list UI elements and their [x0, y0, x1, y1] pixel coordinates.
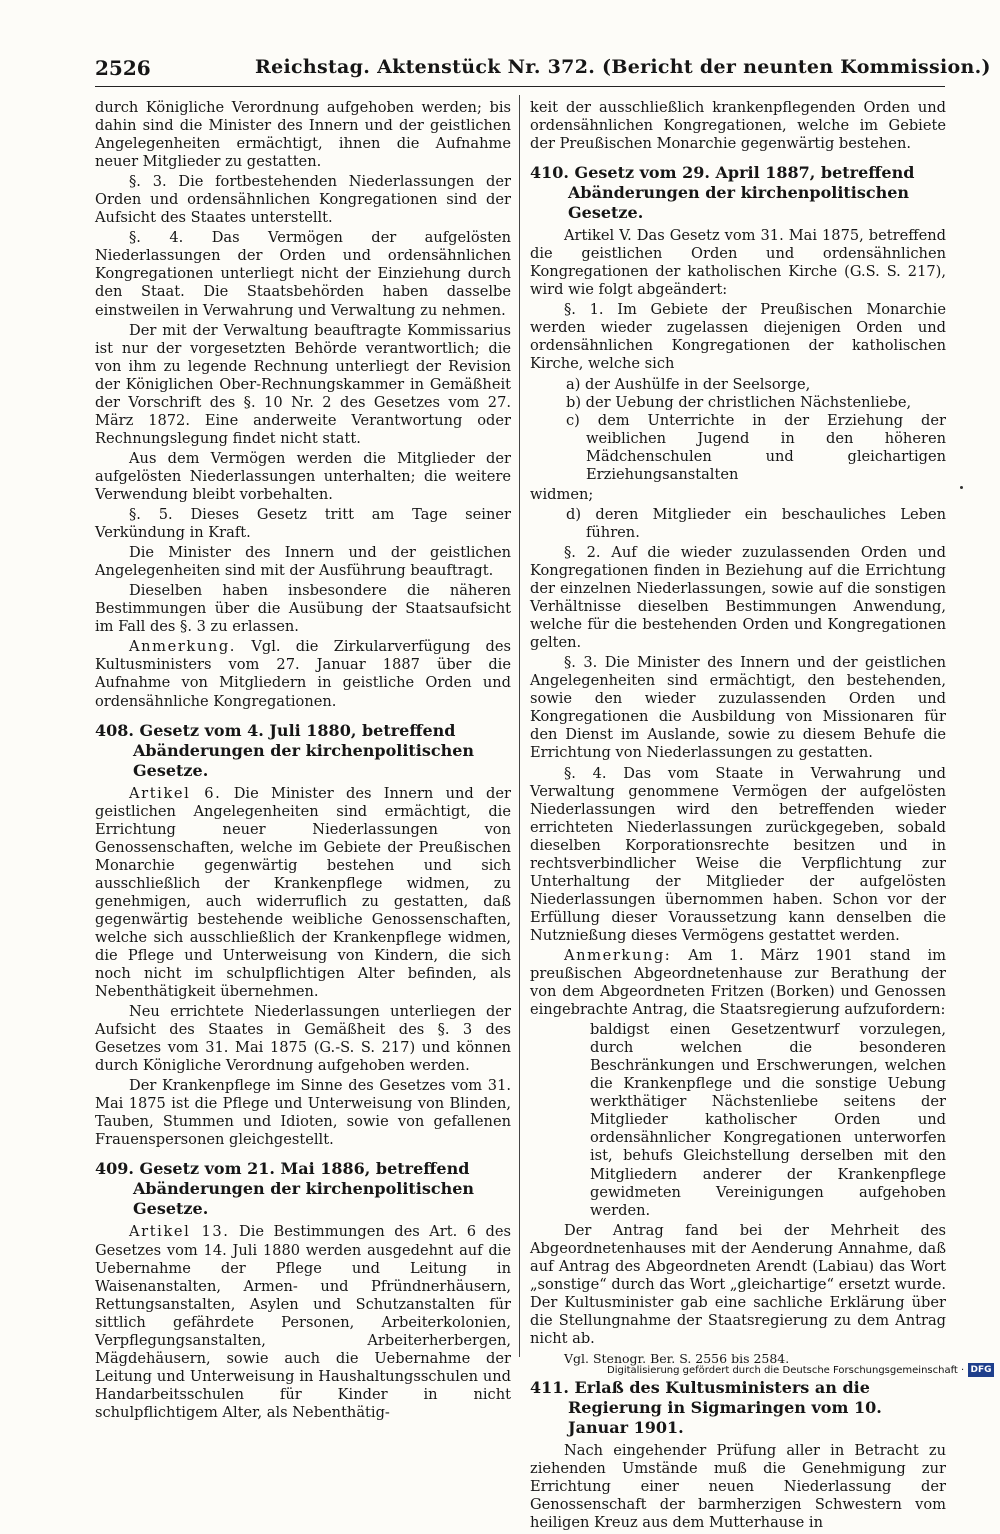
reference-note: Vgl. Stenogr. Ber. S. 2556 bis 2584.: [564, 1351, 790, 1366]
section-heading-410: 410. Gesetz vom 29. April 1887, betreffend Abänderungen der kirchenpolitischen Gesetze.: [530, 163, 915, 223]
article-paragraph: [95, 785, 511, 1002]
note-text: Am 1. März 1901 stand im preußischen Abgeordnetenhause zur Berathung der von dem Abgeordneten Fritzen (Borken) und Genossen eingebrachte Antrag, die Staatsregierung aufzufordern:: [530, 946, 947, 1019]
paragraph: Nach eingehender Prüfung aller in Betracht zu ziehenden Umstände muß die Genehmigung zur Errichtung einer neuen Niederlassung der Genossenschaft der barmherzigen Schwestern vom heiligen Kreuz aus dem Mutterhause in: [530, 1442, 946, 1532]
right-column: [530, 99, 946, 1534]
list-item: d) deren Mitglieder ein beschauliches Leben führen.: [566, 505, 946, 541]
dfg-logo: DFG: [968, 1363, 994, 1377]
paragraph: Der mit der Verwaltung beauftragte Kommissarius ist nur der vorgesetzten Behörde verantwortlich; die von ihm zu legende Rechnung unterliegt der Revision der Königlichen Ober-Rechnungskammer in Gemäßheit der Vorschrift des §. 10 Nr. 2 des Gesetzes vom 27. März 1872. Eine anderweite Verantwortung oder Rechnungslegung findet nicht statt.: [95, 321, 511, 447]
note-paragraph: [530, 947, 946, 1019]
list-item: c) dem Unterrichte in der Erziehung der weiblichen Jugend in den höheren Mädchenschulen und gleichartigen Erziehungsanstalten: [566, 411, 946, 483]
quoted-motion: baldigst einen Gesetzentwurf vorzulegen, durch welchen die besonderen Beschränkungen und Erschwerungen, welchen die Krankenpflege und die sonstige Uebung werkthätiger Nächstenliebe seitens der Mitglieder katholischer Orden und ordensähnlicher Kongregationen unterworfen ist, behufs Gleichstellung derselben mit den Mitgliedern anderer der Krankenpflege gewidmeten Vereinigungen aufgehoben werden.: [590, 1021, 946, 1219]
article-label: Artikel 6.: [129, 784, 222, 802]
note-text: Vgl. die Zirkularverfügung des Kultusministers vom 27. Januar 1887 über die Aufnahme von Mitgliedern in geistliche Orden und ordensähnliche Kongregationen.: [95, 638, 511, 710]
section-heading-411: 411. Erlaß des Kultusministers an die Regierung in Sigmaringen vom 10. Januar 1901.: [530, 1378, 882, 1438]
digitization-footer: [607, 1363, 1000, 1381]
enumerated-list: [530, 506, 946, 542]
article-paragraph: [95, 1223, 511, 1422]
left-column: [95, 99, 511, 1424]
footer-credit: Digitalisierung gefördert durch die Deutsche Forschungsgemeinschaft ·: [607, 1365, 965, 1376]
paragraph: §. 2. Auf die wieder zuzulassenden Orden und Kongregationen finden in Beziehung auf die Errichtung der einzelnen Niederlassungen, sowie auf die sonstigen Verhältnisse dieselben Bestimmungen Anwendung, welche für die bestehenden Orden und Kongregationen gelten.: [530, 543, 946, 652]
paragraph: Artikel V. Das Gesetz vom 31. Mai 1875, betreffend die geistlichen Orden und ordensähnlichen Kongregationen der katholischen Kirche (G.S. S. 217), wird wie folgt abgeändert:: [530, 227, 946, 299]
paragraph: §. 3. Die fortbestehenden Niederlassungen der Orden und ordensähnlichen Kongregationen sind der Aufsicht des Staates unterstellt.: [95, 173, 511, 227]
section-heading-408: 408. Gesetz vom 4. Juli 1880, betreffend Abänderungen der kirchenpolitischen Gesetze.: [95, 720, 475, 780]
paragraph: Aus dem Vermögen werden die Mitglieder der aufgelösten Niederlassungen unterhalten; die weitere Verwendung bleibt vorbehalten.: [95, 449, 511, 503]
article-text: Die Bestimmungen des Art. 6 des Gesetzes vom 14. Juli 1880 werden ausgedehnt auf die Uebernahme der Pflege und Leitung in Waisenanstalten, Armen- und Pfründnerhäusern, Rettungsanstalten, Asylen und Schutzanstalten für sittlich gefährdete Personen, Arbeiterkolonien, Verpflegungsanstalten, Arbeiterherbergen, Mägdehäusern, sowie auch die Uebernahme der Leitung und Unterweisung in Haushaltungsschulen und Handarbeitsschulen für Kinder in nicht schulpflichtigem Alter, als Nebenthätig-: [95, 1223, 511, 1421]
paragraph: durch Königliche Verordnung aufgehoben werden; bis dahin sind die Minister des Innern und der geistlichen Angelegenheiten ermächtigt, ihnen die Aufnahme neuer Mitglieder zu gestatten.: [95, 99, 511, 171]
list-item: b) der Uebung der christlichen Nächstenliebe,: [566, 393, 912, 411]
column-divider: [519, 95, 520, 1357]
paragraph: Der Antrag fand bei der Mehrheit des Abgeordnetenhauses mit der Aenderung Annahme, daß auf Antrag des Abgeordneten Arendt (Labiau) das Wort „sonstige“ durch das Wort „gleichartige“ ersetzt wurde. Der Kultusminister gab eine sachliche Erklärung über die Stellungnahme der Staatsregierung zu dem Antrag nicht ab.: [530, 1221, 946, 1347]
paragraph: widmen;: [530, 485, 594, 503]
paragraph: Die Minister des Innern und der geistlichen Angelegenheiten sind mit der Ausführung beauftragt.: [95, 544, 511, 580]
note-label: Anmerkung:: [564, 946, 672, 964]
header-rule: [95, 86, 945, 87]
paragraph: Dieselben haben insbesondere die näheren Bestimmungen über die Ausübung der Staatsaufsicht im Fall des §. 3 zu erlassen.: [95, 582, 511, 636]
article-text: Die Minister des Innern und der geistlichen Angelegenheiten sind ermächtigt, die Errichtung neuer Niederlassungen von Genossenschaften, welche im Gebiete der Preußischen Monarchie gegenwärtig bestehen und sich ausschließlich der Krankenpflege widmen, zu genehmigen, auch widerruflich zu gestatten, daß gegenwärtig bestehende weibliche Genossenschaften, welche sich ausschließlich der Krankenpflege widmen, die Pflege und Unterweisung von Kindern, die sich noch nicht im schulpflichtigen Alter befinden, als Nebenthätigkeit übernehmen.: [95, 784, 512, 1001]
note-label: Anmerkung.: [129, 638, 237, 656]
enumerated-list: [530, 376, 946, 484]
paragraph: §. 3. Die Minister des Innern und der geistlichen Angelegenheiten sind ermächtigt, den bestehenden, sowie den wieder zuzulassenden Orden und Kongregationen die Ausbildung von Missionaren für den Dienst im Auslande, sowie zu diesem Behufe die Errichtung von Niederlassungen zu gestatten.: [530, 654, 946, 762]
paragraph: §. 5. Dieses Gesetz tritt am Tage seiner Verkündung in Kraft.: [95, 506, 511, 542]
margin-dot: [960, 486, 963, 489]
section-heading-409: 409. Gesetz vom 21. Mai 1886, betreffend Abänderungen der kirchenpolitischen Gesetze.: [95, 1159, 475, 1219]
list-item: a) der Aushülfe in der Seelsorge,: [566, 375, 811, 393]
paragraph: keit der ausschließlich krankenpflegenden Orden und ordensähnlichen Kongregationen, welche im Gebiete der Preußischen Monarchie gegenwärtig bestehen.: [530, 99, 946, 153]
running-title: Reichstag. Aktenstück Nr. 372. (Bericht der neunten Kommission.): [255, 56, 991, 78]
paragraph: Neu errichtete Niederlassungen unterliegen der Aufsicht des Staates in Gemäßheit des §. 3 des Gesetzes vom 31. Mai 1875 (G.-S. S. 217) und können durch Königliche Verordnung aufgehoben werden.: [95, 1003, 511, 1075]
page-header: [95, 56, 991, 84]
paragraph: Der Krankenpflege im Sinne des Gesetzes vom 31. Mai 1875 ist die Pflege und Unterweisung von Blinden, Tauben, Stummen und Idioten, sowie von gefallenen Frauenspersonen gleichgestellt.: [95, 1077, 511, 1149]
paragraph: §. 1. Im Gebiete der Preußischen Monarchie werden wieder zugelassen diejenigen Orden und ordensähnlichen Kongregationen der katholischen Kirche, welche sich: [530, 301, 946, 373]
note-paragraph: [95, 638, 511, 710]
paragraph: §. 4. Das vom Staate in Verwahrung und Verwaltung genommene Vermögen der aufgelösten Niederlassungen wird den betreffenden wieder errichteten Niederlassungen zurückgegeben, sobald dieselben Korporationsrechte besitzen und in rechtsverbindlicher Weise die Verpflichtung zur Unterhaltung der Mitglieder der aufgelösten Niederlassungen übernommen haben. Schon vor der Erfüllung dieser Voraussetzung kann denselben die Nutznießung dieses Vermögens gestattet werden.: [530, 764, 946, 944]
paragraph: §. 4. Das Vermögen der aufgelösten Niederlassungen der Orden und ordensähnlichen Kongregationen unterliegt nicht der Einziehung durch den Staat. Die Staatsbehörden haben dasselbe einstweilen in Verwahrung und Verwaltung zu nehmen.: [95, 229, 511, 319]
page-number: 2526: [95, 56, 151, 80]
article-label: Artikel 13.: [129, 1223, 230, 1241]
